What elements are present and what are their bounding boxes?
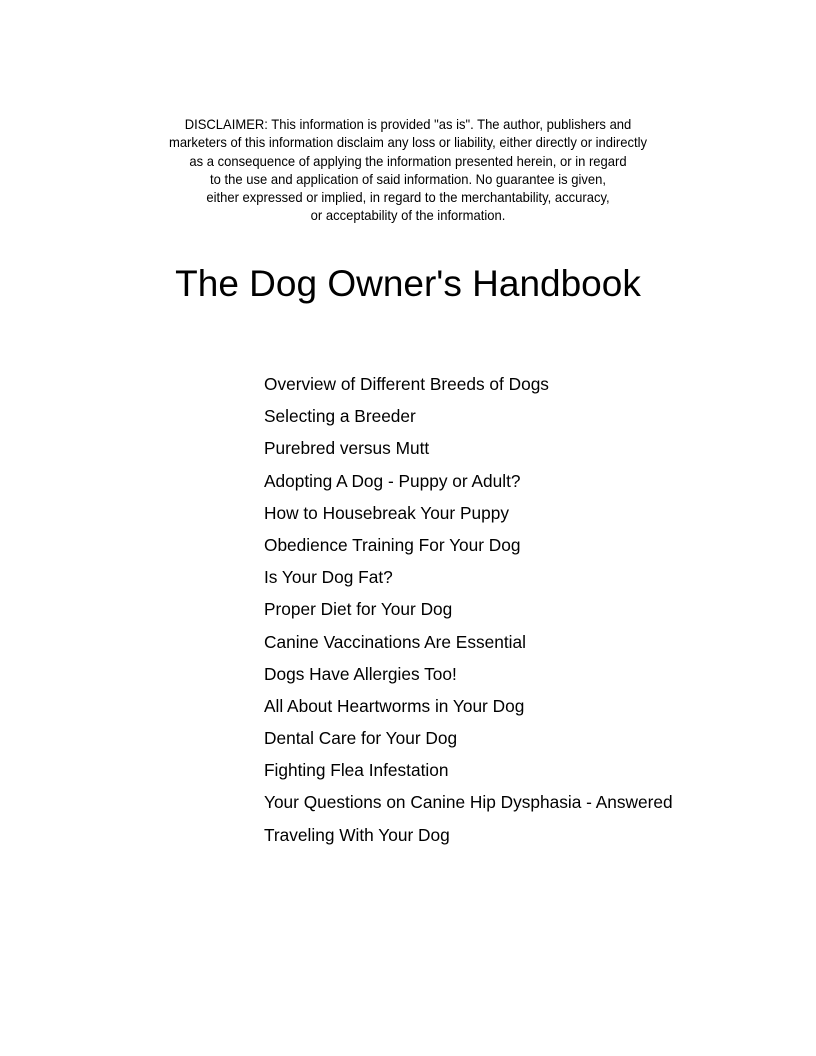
toc-item: Proper Diet for Your Dog bbox=[264, 599, 453, 620]
page-title: The Dog Owner's Handbook bbox=[175, 263, 641, 304]
toc-item: Your Questions on Canine Hip Dysphasia - Answered bbox=[264, 792, 673, 813]
toc-item: Dogs Have Allergies Too! bbox=[264, 663, 457, 684]
disclaimer-line: or acceptability of the information. bbox=[310, 207, 506, 224]
disclaimer-line: either expressed or implied, in regard to the merchantability, accuracy, bbox=[206, 189, 610, 206]
toc-item: Obedience Training For Your Dog bbox=[264, 534, 521, 555]
disclaimer bbox=[29, 115, 788, 225]
disclaimer-line: as a consequence of applying the information presented herein, or in regard bbox=[189, 152, 627, 169]
disclaimer-line: to the use and application of said information. No guarantee is given, bbox=[210, 170, 606, 187]
toc-item: Is Your Dog Fat? bbox=[264, 567, 393, 588]
toc-item: Traveling With Your Dog bbox=[264, 824, 450, 845]
toc-item: Selecting a Breeder bbox=[264, 406, 416, 427]
disclaimer-line: DISCLAIMER: This information is provided "as is". The author, publishers and bbox=[184, 116, 632, 132]
toc-item: Dental Care for Your Dog bbox=[264, 728, 458, 749]
toc-item: Fighting Flea Infestation bbox=[264, 760, 449, 781]
toc-item: How to Housebreak Your Puppy bbox=[264, 502, 509, 523]
toc-item: Canine Vaccinations Are Essential bbox=[264, 631, 526, 652]
toc-item: Purebred versus Mutt bbox=[264, 438, 430, 459]
table-of-contents bbox=[264, 368, 673, 851]
toc-item: Overview of Different Breeds of Dogs bbox=[264, 374, 549, 394]
toc-item: Adopting A Dog - Puppy or Adult? bbox=[264, 470, 521, 491]
disclaimer-line: marketers of this information disclaim any loss or liability, either directly or indirectly bbox=[168, 134, 648, 151]
toc-item: All About Heartworms in Your Dog bbox=[264, 695, 525, 716]
